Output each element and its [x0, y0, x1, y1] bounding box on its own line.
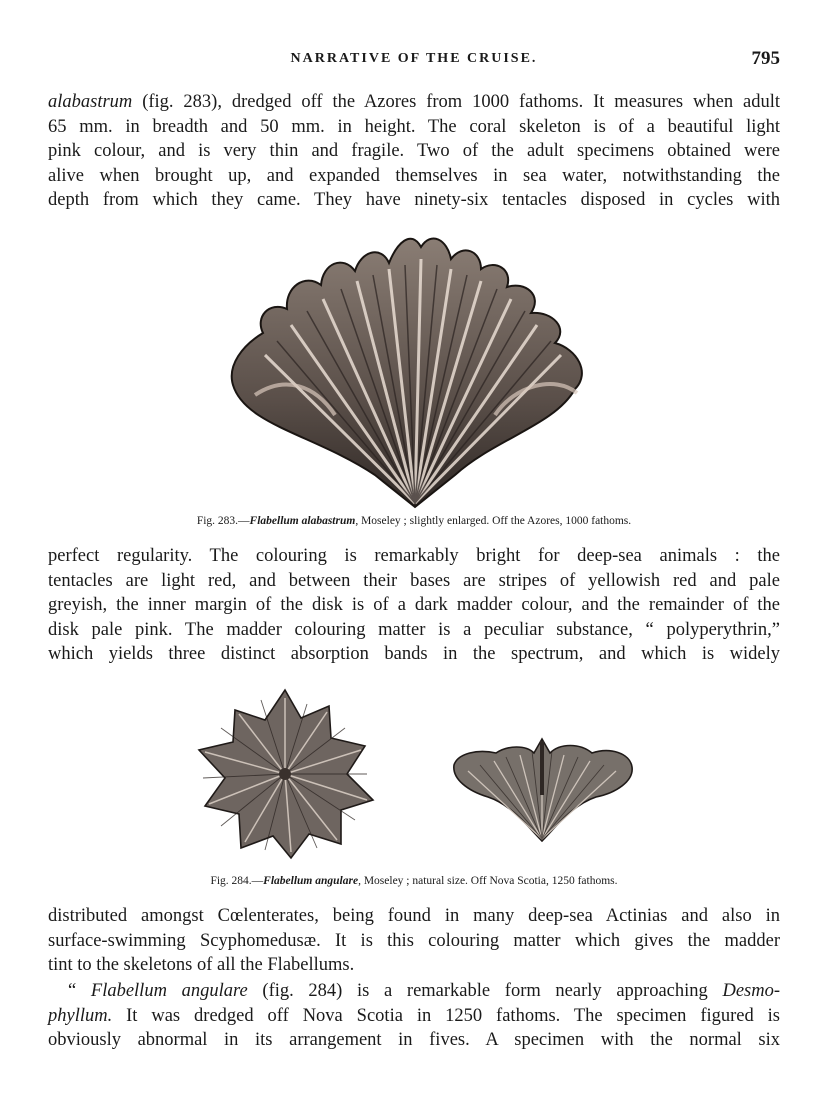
text-line: pink colour, and is very thin and fragile. Two of the adult specimens obtained were	[48, 141, 780, 162]
text-line: obviously abnormal in its arrangement in fives. A specimen with the normal six	[48, 1030, 780, 1051]
text-line	[48, 1004, 780, 1029]
genus-name: Desmo-	[722, 981, 780, 1001]
text-line: tentacles are light red, and between their bases are stripes of yellowish red and pale	[48, 570, 780, 591]
species-name: Flabellum angulare	[263, 875, 359, 887]
text-line: greyish, the inner margin of the disk is of a dark madder colour, and the remainder of the	[48, 595, 780, 616]
text-line: depth from which they came. They have ninety-six tentacles disposed in cycles with	[48, 190, 780, 211]
text-line: 65 mm. in breadth and 50 mm. in height. The coral skeleton is of a beautiful light	[48, 116, 780, 137]
species-name: alabastrum	[48, 92, 133, 112]
paragraph-3	[48, 904, 780, 978]
running-title: NARRATIVE OF THE CRUISE.	[290, 51, 538, 66]
coral-illustration-fig284-top	[195, 688, 375, 860]
species-name: Flabellum angulare	[90, 981, 248, 1001]
line-text: It was dredged off Nova Scotia in 1250 fathoms. The specimen figured is	[112, 1005, 780, 1026]
figure-label: Fig. 283.—	[196, 515, 250, 527]
paragraph-2	[48, 544, 780, 667]
caption-text: , Moseley ; slightly enlarged. Off the Azores, 1000 fathoms.	[355, 515, 632, 527]
paragraph-1	[48, 90, 780, 213]
text-line: surface-swimming Scyphomedusæ. It is this colouring matter which gives the madder	[48, 930, 780, 951]
caption-text: , Moseley ; natural size. Off Nova Scotia, 1250 fathoms.	[358, 875, 618, 887]
paragraph-4	[48, 979, 780, 1053]
text-line: tint to the skeletons of all the Flabellums.	[48, 955, 355, 976]
open-quote: “	[68, 981, 91, 1001]
genus-name: phyllum.	[48, 1005, 113, 1026]
text-line: distributed amongst Cœlenterates, being found in many deep-sea Actinias and also in	[48, 906, 780, 926]
text-line: which yields three distinct absorption bands in the spectrum, and which is widely	[48, 644, 780, 665]
line-text: (fig. 283), dredged off the Azores from 1000 fathoms. It measures when adult	[132, 92, 780, 112]
text-line	[48, 90, 780, 115]
text-line	[48, 979, 780, 1004]
species-name: Flabellum alabastrum	[249, 515, 356, 527]
figure-caption-283	[48, 515, 780, 527]
coral-illustration-fig284-side	[448, 735, 636, 845]
text-line: perfect regularity. The colouring is remarkably bright for deep-sea animals : the	[48, 546, 780, 566]
figure-caption-284	[48, 875, 780, 887]
text-line: disk pale pink. The madder colouring matter is a peculiar substance, “ polyperythrin,”	[48, 619, 780, 640]
running-head	[48, 48, 780, 72]
page-number: 795	[751, 48, 780, 69]
line-text: (fig. 284) is a remarkable form nearly approaching	[247, 981, 723, 1001]
text-line: alive when brought up, and expanded themselves in sea water, notwithstanding the	[48, 165, 780, 186]
figure-label: Fig. 284.—	[210, 875, 264, 887]
coral-illustration-fig283	[225, 225, 605, 510]
